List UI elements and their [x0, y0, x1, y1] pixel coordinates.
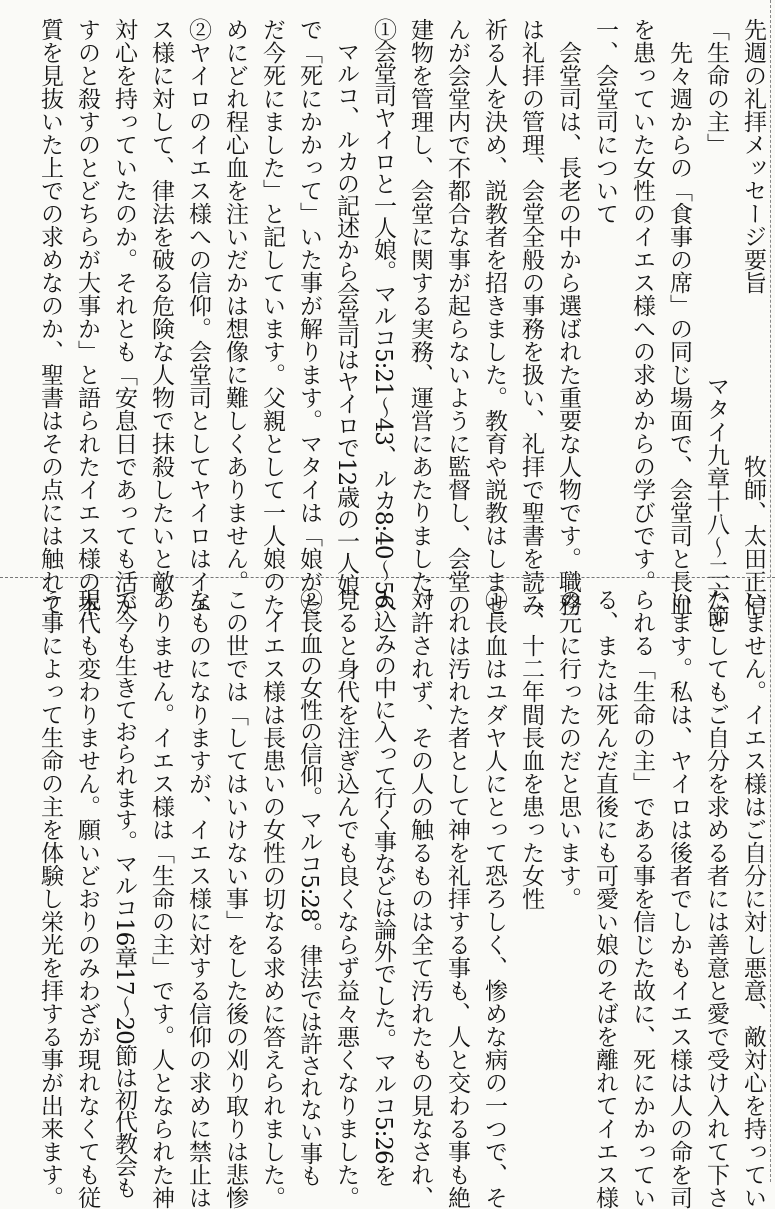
- text-column: で「死にかかって」いた事が解ります。マタイは「娘がた: [296, 18, 322, 616]
- text-column: すのと殺すのとどちらが大事か」と語られたイエス様の本: [74, 18, 100, 616]
- right-edge-dashed-line: [770, 0, 771, 1182]
- text-column: られる「生命の主」である事を信じた故に、死にかかってい: [629, 588, 655, 1209]
- text-column: 人込みの中に入って行く事などは論外でした。マルコ5:26を: [370, 588, 396, 1186]
- text-column: ス様に対して、律法を破る危険な人物で抹殺したいと敵: [148, 18, 174, 593]
- text-column: 対心を持っていたのか。それとも「安息日であっても活か: [111, 18, 137, 616]
- text-column: は礼拝の管理、会堂全般の事務を扱い、礼拝で聖書を読み: [518, 18, 544, 616]
- section-heading: 一、会堂司について: [592, 18, 618, 225]
- text-column: 先々週からの「食事の席」の同じ場面で、会堂司と長血: [666, 18, 692, 616]
- text-column: だ今死にました」と記しています。父親として一人娘のた: [259, 18, 285, 616]
- header-line: 先週の礼拝メッセージ要旨 牧師、太田正信: [740, 18, 766, 616]
- subheading-column: ②長血の女性の信仰。マルコ5:28。律法では許されない事も: [296, 588, 322, 1186]
- text-column: を患っていた女性のイエス様への求めからの学びです。: [629, 18, 655, 593]
- text-column: で今も生きておられます。マルコ16章17〜20節は初代教会も: [111, 588, 137, 1198]
- subheading-column: ②ヤイロのイエス様への信仰。会堂司としてヤイロはイエ: [185, 18, 211, 616]
- text-column: んが会堂内で不都合な事が起らないように監督し、会堂の: [444, 18, 470, 616]
- text-column: 会堂司は、長老の中から選ばれた重要な人物です。職務: [555, 18, 581, 616]
- text-column: イエス様は長患いの女性の切なる求めに答えられました。: [259, 588, 285, 1209]
- text-column: マルコ、ルカの記述から会堂司はヤイロで12歳の一人娘: [333, 18, 359, 596]
- text-column: 質を見抜いた上での求めなのか、聖書はその点には触れて: [37, 18, 63, 616]
- subheading-column: ①会堂司ヤイロと一人娘。マルコ5:21〜43、ルカ8:40〜56: [370, 18, 396, 608]
- text-column: なものになりますが、イエス様に対する信仰の求めに禁止は: [185, 588, 211, 1209]
- text-column: 見ると身代を注ぎ込んでも良くならず益々悪くなりました。: [333, 588, 359, 1209]
- text-column: 現代も変わりません。願いどおりのみわざが現れなくても従: [74, 588, 100, 1209]
- text-column: る、または死んだ直後にも可愛い娘のそばを離れてイエス様: [592, 588, 618, 1209]
- text-column: めにどれ程心血を注いだかは想像に難しくありません。: [222, 18, 248, 593]
- text-column: の元に行ったのだと思います。: [555, 588, 581, 910]
- text-column: 対許されず、その人の触るものは全て汚れたもの見なされ、: [407, 588, 433, 1209]
- text-column: います。私は、ヤイロは後者でしかもイエス様は人の命を司: [666, 588, 692, 1209]
- text-column: いません。イエス様はご自分に対し悪意、敵対心を持ってい: [740, 588, 766, 1209]
- text-column: この世では「してはいけない事」をした後の刈り取りは悲惨: [222, 588, 248, 1209]
- text-column: 建物を管理し、会堂に関する実務、運営にあたりました。: [407, 18, 433, 616]
- subheading-column: ①長血はユダヤ人にとって恐ろしく、惨めな病の一つで、そ: [481, 588, 507, 1209]
- text-column: ありません。イエス様は「生命の主」です。人となられた神: [148, 588, 174, 1209]
- text-column: れは汚れた者として神を礼拝する事も、人と交わる事も絶: [444, 588, 470, 1209]
- text-column: う事によって生命の主を体験し栄光を拝する事が出来ます。: [37, 588, 63, 1209]
- section-heading: 二、十二年間長血を患った女性: [518, 588, 544, 910]
- text-column: 祈る人を決め、説教者を招きました。教育や説教はしませ: [481, 18, 507, 616]
- text-column: たとしてもご自分を求める者には善意と愛で受け入れて下さ: [703, 588, 729, 1209]
- sermon-title-line: 「生命の主」 マタイ九章十八〜二六節: [703, 18, 729, 628]
